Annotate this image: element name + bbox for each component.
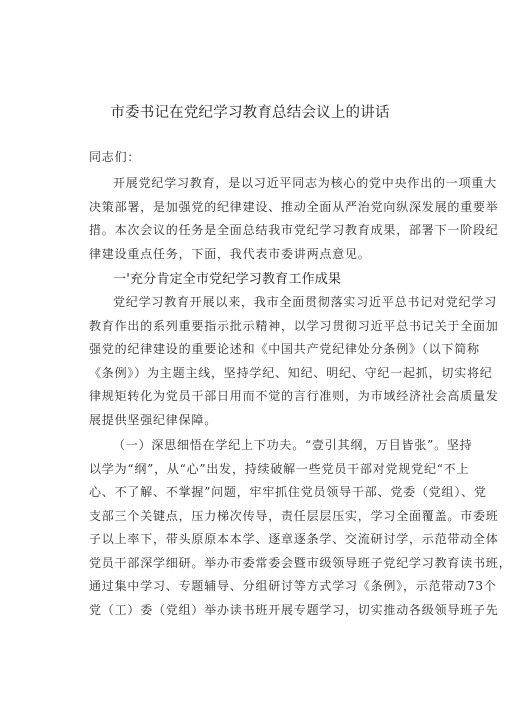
paragraph-line: 党员干部深学细研。举办市委常委会暨市级领导班子党纪学习教育读书班， [89, 555, 511, 570]
paragraph-line: 律建设重点任务，下面，我代表市委讲两点意见。 [89, 246, 371, 261]
paragraph-line: 措。本次会议的任务是全面总结我市党纪学习教育成果，部署下一阶段纪 [89, 223, 499, 237]
paragraph-line: 子以上率下，带头原原本本学、逐章逐条学、交流研讨学，示范带动全体 [89, 532, 499, 546]
paragraph-intro [89, 172, 499, 266]
paragraph-line: 《条例》）为主题主线，坚持学纪、知纪、明纪、守纪一起抓，切实将纪 [89, 365, 493, 380]
paragraph-line: 律规矩转化为党员干部日用而不觉的言行准则，为市域经济社会高质量发 [89, 389, 499, 403]
paragraph-line: （一）深思细悟在学纪上下功夫。“壹引其纲，万目皆张”。坚持 [113, 438, 473, 452]
paragraph-line: 党纪学习教育开展以来，我市全面贯彻落实习近平总书记对党纪学习 [113, 295, 498, 309]
paragraph-line: 党（工）委（党组）举办读书班开展专题学习，切实推动各级领导班子先 [89, 602, 499, 617]
paragraph-line: 强党的纪律建设的重要论述和《中国共产党纪律处分条例》（以下简称 [89, 342, 480, 356]
paragraph-line: 支部三个关键点，压力梯次传导，责任层层压实，学习全面覆盖。市委班 [89, 508, 499, 523]
section-heading: 一'充分肯定全市党纪学习教育工作成果 [113, 272, 342, 287]
paragraph-line: 开展党纪学习教育，是以习近平同志为核心的党中央作出的一项重大 [113, 176, 498, 190]
paragraph-line: 展提供坚强纪律保障。 [89, 412, 218, 427]
paragraph-line: 心、不了解、不掌握”问题，牢牢抓住党员领导干部、党委（党组）、党 [89, 485, 487, 499]
document-title: 市委书记在党纪学习教育总结会议上的讲话 [110, 105, 390, 121]
salutation: 同志们： [89, 150, 141, 164]
paragraph-study [89, 434, 511, 622]
paragraph-achievements [89, 291, 499, 432]
paragraph-line: 以学为“纲”，从“心”出发，持续破解一些党员干部对党规党纪“不上 [89, 461, 470, 476]
paragraph-line: 决策部署，是加强党的纪律建设、推动全面从严治党向纵深发展的重要举 [89, 199, 499, 214]
paragraph-line: 通过集中学习、专题辅导、分组研讨等方式学习《条例》，示范带动73个 [89, 579, 497, 593]
paragraph-line: 教育作出的系列重要指示批示精神，以学习贯彻习近平总书记关于全面加 [89, 318, 499, 333]
